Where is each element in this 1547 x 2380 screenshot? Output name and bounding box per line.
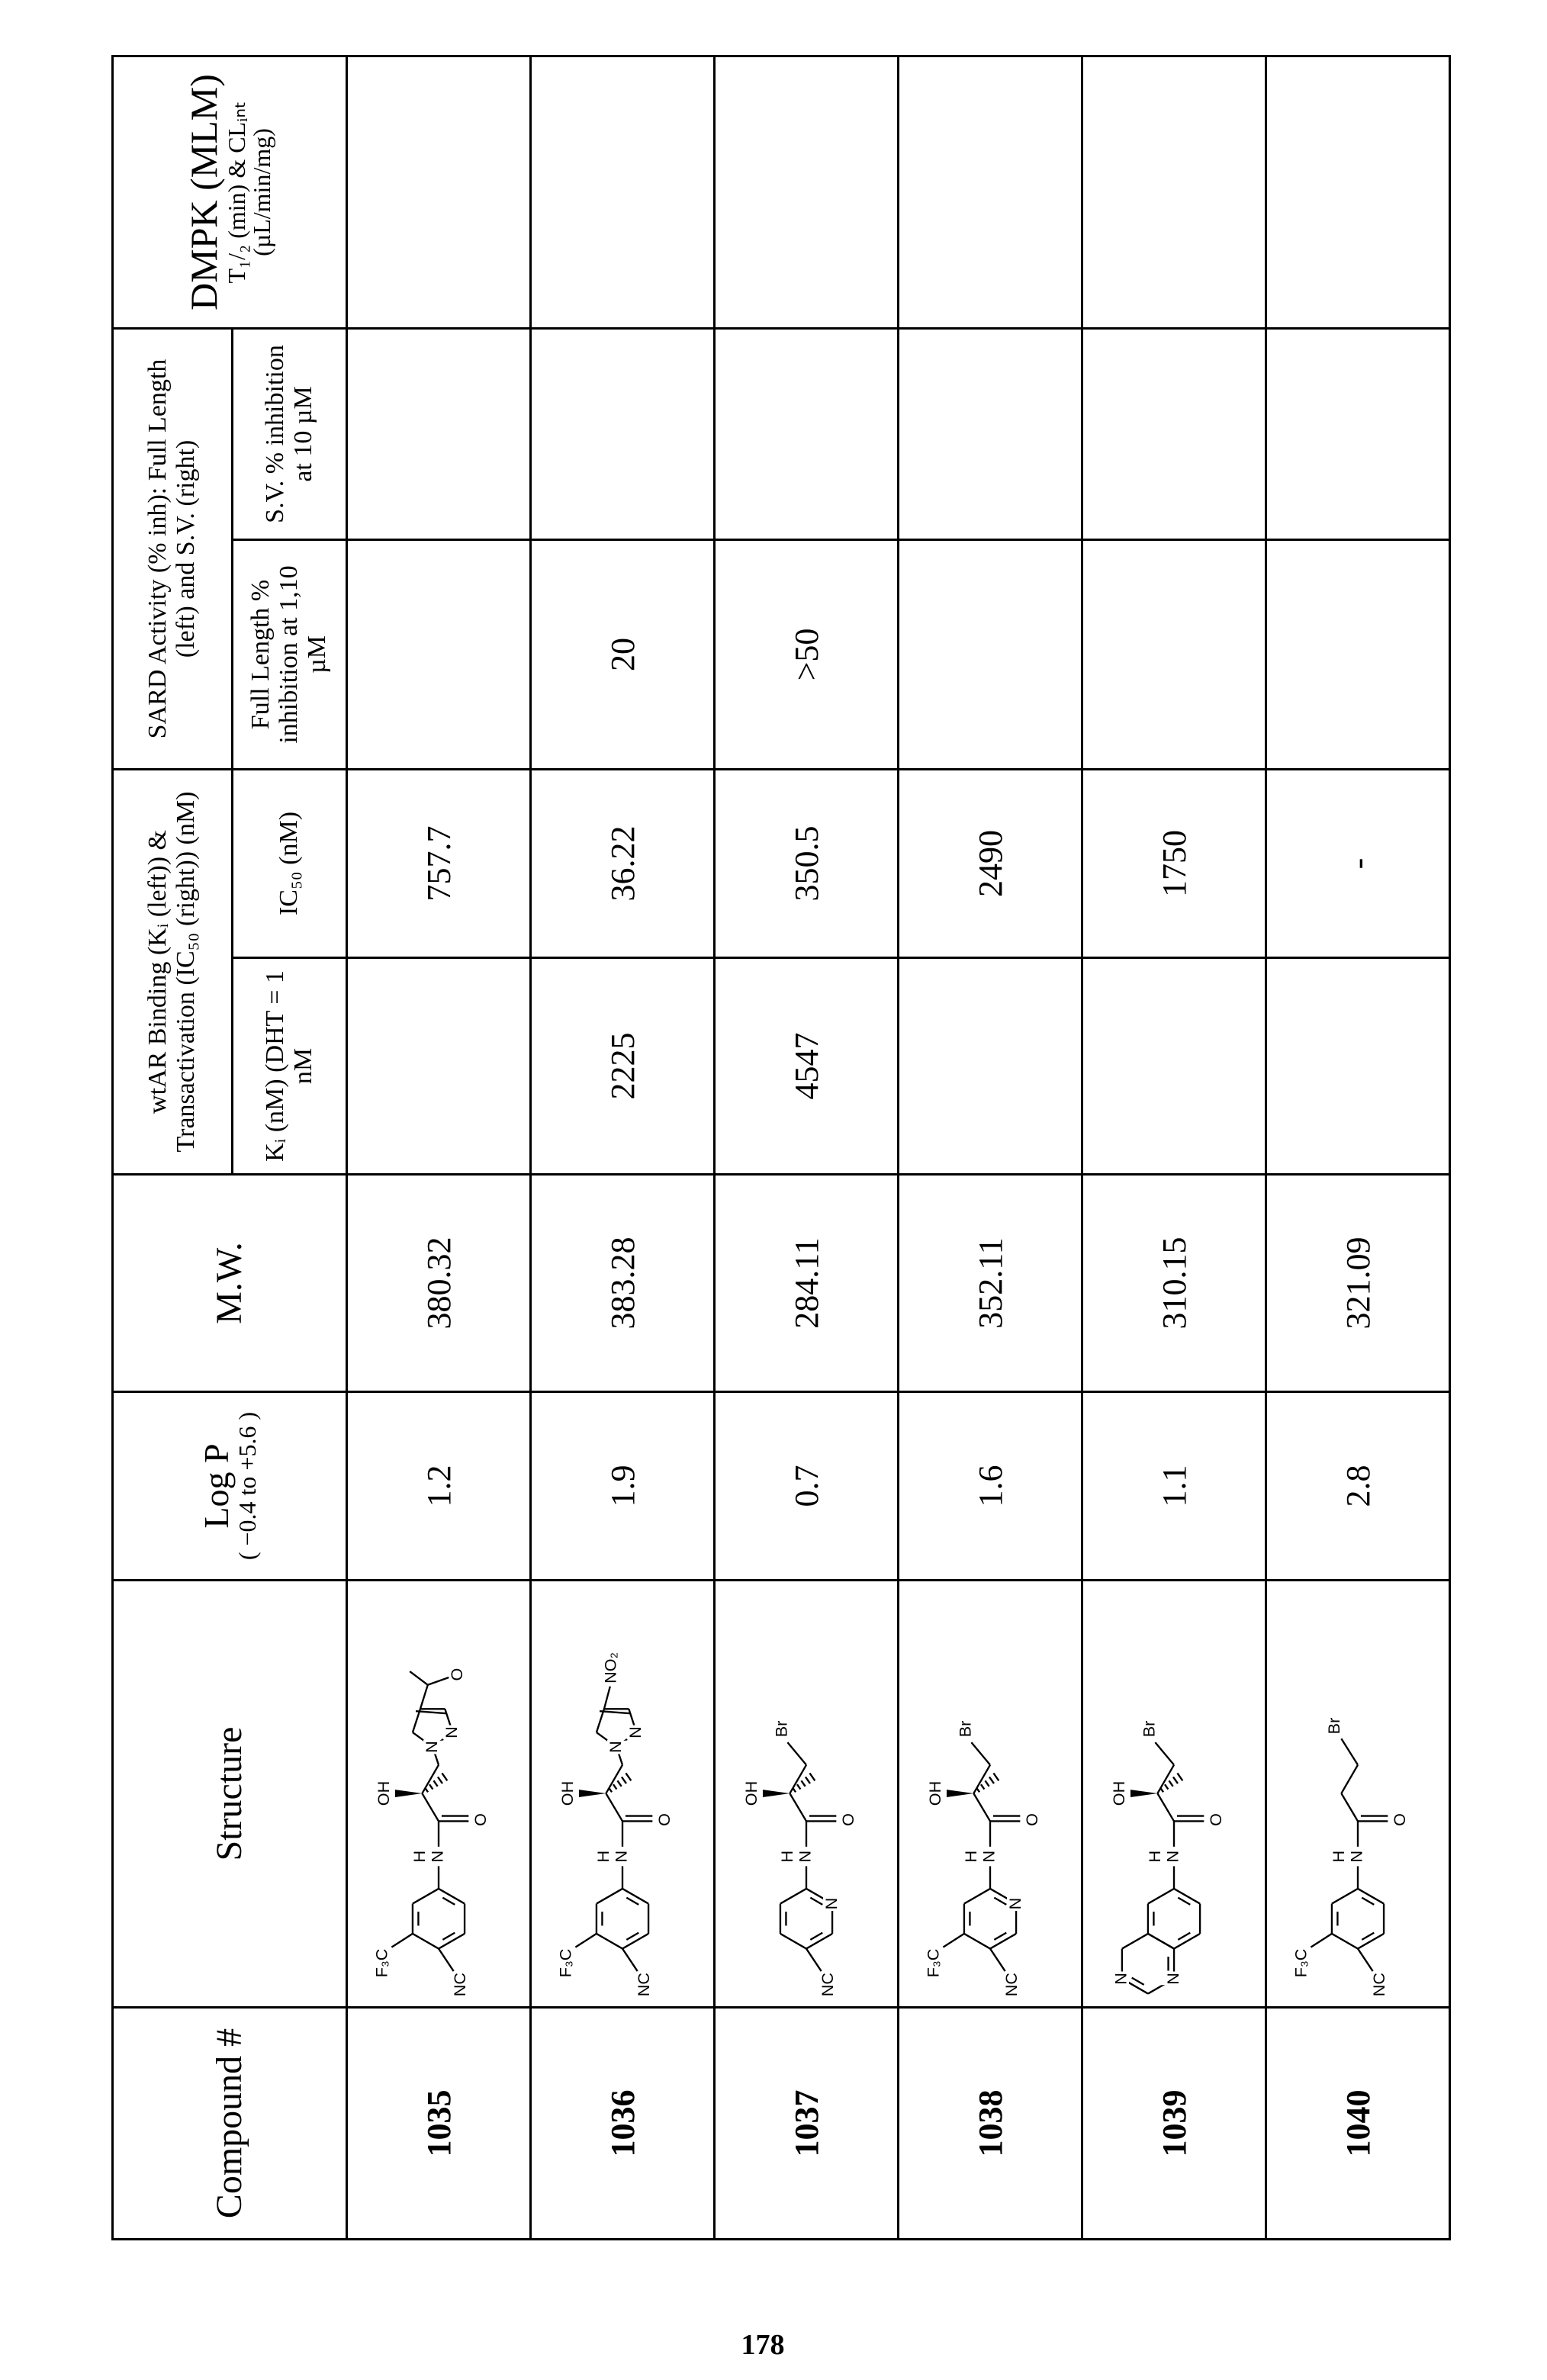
ic50-value: 2490 — [899, 770, 1082, 958]
ring-bond — [1332, 1934, 1358, 1949]
bond — [973, 1765, 990, 1793]
chemical-structure-drawing — [1268, 1584, 1448, 2006]
ki-value — [899, 958, 1082, 1175]
hashed-methyl-bond — [993, 1773, 999, 1780]
table-row — [531, 56, 715, 2239]
full-length-value — [1266, 540, 1450, 770]
substituent-bond — [1311, 1934, 1332, 1947]
logp-title: Log P — [198, 1397, 235, 1574]
substituent-bond — [990, 1949, 1005, 1972]
ring-double-bond — [1362, 1898, 1374, 1905]
header-compound: Compound # — [113, 2008, 347, 2240]
ring-bond — [1174, 1934, 1200, 1949]
substituent-label: NC — [1369, 1973, 1388, 1996]
substituent-label: F₃C — [1291, 1949, 1310, 1978]
amide-hydrogen: H — [777, 1851, 796, 1863]
sv-value — [1266, 328, 1450, 539]
ring-bond — [597, 1934, 622, 1949]
substituent-bond — [622, 1949, 638, 1972]
pyrazole-nitrogen: N — [422, 1741, 441, 1753]
bond — [604, 1687, 610, 1709]
dmpk-value — [899, 56, 1082, 328]
full-length-value — [1082, 540, 1266, 770]
bromine-label: Br — [771, 1721, 790, 1738]
hydroxyl-label: OH — [925, 1781, 944, 1806]
header-mw: M.W. — [113, 1175, 347, 1392]
hashed-methyl-bond — [622, 1777, 626, 1783]
ic50-value: 36.22 — [531, 770, 715, 958]
hashed-methyl-bond — [801, 1780, 805, 1786]
hashed-methyl-bond — [442, 1773, 447, 1780]
bromine-label: Br — [1139, 1721, 1158, 1738]
amide-nitrogen: N — [1163, 1851, 1182, 1863]
ring-bond — [1358, 1934, 1384, 1949]
carbonyl-oxygen: O — [654, 1813, 674, 1826]
nitro-label: NO₂ — [601, 1652, 620, 1684]
ki-value: 4547 — [715, 958, 899, 1175]
bond — [973, 1793, 990, 1821]
carbonyl-oxygen: O — [471, 1813, 490, 1826]
wedge-bond — [947, 1790, 973, 1797]
hashed-methyl-bond — [438, 1777, 442, 1783]
amide-hydrogen: H — [593, 1851, 613, 1863]
bond — [1341, 1738, 1358, 1764]
structure-cell — [347, 1581, 531, 2008]
pyrazole-nitrogen: N — [606, 1741, 625, 1753]
bond — [787, 1742, 806, 1765]
substituent-bond — [943, 1934, 964, 1947]
substituent-label: F₃C — [371, 1949, 391, 1978]
carbonyl-oxygen: O — [1206, 1813, 1225, 1826]
hashed-methyl-bond — [806, 1777, 810, 1783]
ring-bond — [597, 1709, 604, 1732]
table-row — [715, 56, 899, 2239]
ring-bond — [780, 1934, 806, 1949]
substituent-bond — [391, 1934, 413, 1947]
dmpk-subtitle: T₁/₂ (min) & CLᵢₙₜ (µL/min/mg) — [224, 62, 275, 323]
mw-value: 321.09 — [1266, 1175, 1450, 1392]
ring-double-bond — [442, 1933, 455, 1940]
compound-id: 1035 — [347, 2008, 531, 2240]
ring-double-bond — [1178, 1933, 1190, 1940]
hydroxyl-label: OH — [558, 1781, 577, 1806]
ki-value — [1266, 958, 1450, 1175]
bromine-label: Br — [1324, 1718, 1343, 1735]
full-length-value — [899, 540, 1082, 770]
bromine-label: Br — [955, 1721, 974, 1738]
compound-data-table — [111, 55, 1451, 2240]
sv-value — [715, 328, 899, 539]
substituent-bond — [439, 1949, 454, 1972]
ring-bond — [964, 1934, 990, 1949]
hydroxyl-label: OH — [374, 1781, 393, 1806]
ki-value: 2225 — [531, 958, 715, 1175]
amide-hydrogen: H — [410, 1851, 429, 1863]
logp-range: ( −0.4 to +5.6 ) — [235, 1397, 261, 1574]
ring-bond — [597, 1889, 622, 1904]
dmpk-value — [531, 56, 715, 328]
dmpk-value — [1266, 56, 1450, 328]
amide-hydrogen: H — [961, 1851, 980, 1863]
pyrazole-nitrogen: N — [626, 1726, 645, 1738]
wedge-bond — [763, 1790, 790, 1797]
ic50-value: 1750 — [1082, 770, 1266, 958]
bond — [790, 1793, 806, 1821]
logp-value: 1.9 — [531, 1392, 715, 1581]
header-structure: Structure — [113, 1581, 347, 2008]
header-sv: S.V. % inhibition at 10 µM — [233, 328, 347, 539]
hashed-methyl-bond — [626, 1773, 631, 1780]
dmpk-title: DMPK (MLM) — [184, 62, 224, 323]
structure-cell — [531, 1581, 715, 2008]
bond — [422, 1793, 439, 1821]
header-dmpk — [113, 56, 347, 328]
chemical-structure-drawing — [900, 1584, 1080, 2006]
ring-bond — [439, 1934, 465, 1949]
ring-nitrogen: N — [1163, 1973, 1182, 1985]
logp-value: 1.6 — [899, 1392, 1082, 1581]
mw-value: 380.32 — [347, 1175, 531, 1392]
logp-value: 2.8 — [1266, 1392, 1450, 1581]
pyrazole-nitrogen: N — [442, 1726, 461, 1738]
ring-nitrogen: N — [822, 1898, 841, 1910]
wedge-bond — [395, 1790, 422, 1797]
bond — [1341, 1793, 1358, 1821]
hashed-methyl-bond — [1165, 1784, 1168, 1789]
ring-bond — [990, 1934, 1016, 1949]
ring-double-bond — [1132, 1978, 1144, 1985]
compound-id: 1036 — [531, 2008, 715, 2240]
chemical-structure-drawing — [716, 1584, 896, 2006]
hashed-methyl-bond — [809, 1773, 815, 1780]
mw-value: 310.15 — [1082, 1175, 1266, 1392]
logp-value: 1.2 — [347, 1392, 531, 1581]
carbonyl-oxygen: O — [1390, 1813, 1409, 1826]
table-row — [899, 56, 1082, 2239]
hydroxyl-label: OH — [1109, 1781, 1128, 1806]
substituent-label: NC — [818, 1973, 837, 1996]
substituent-bond — [575, 1934, 597, 1947]
ring-double-bond — [442, 1898, 455, 1905]
ring-bond — [1148, 1889, 1174, 1904]
substituent-label: F₃C — [923, 1949, 942, 1978]
rotated-table-page — [111, 57, 1448, 2240]
wedge-bond — [1130, 1790, 1157, 1797]
compound-id: 1038 — [899, 2008, 1082, 2240]
full-length-value: >50 — [715, 540, 899, 770]
ki-value — [347, 958, 531, 1175]
bond — [1341, 1765, 1358, 1793]
ring-bond — [964, 1889, 990, 1904]
chemical-structure-drawing — [349, 1584, 529, 2006]
chemical-structure-drawing — [532, 1584, 712, 2006]
ring-bond — [1332, 1889, 1358, 1904]
substituent-label: F₃C — [555, 1949, 574, 1978]
sv-value — [347, 328, 531, 539]
ring-double-bond — [994, 1933, 1006, 1940]
ring-double-bond — [626, 1933, 638, 1940]
header-wtar-group: wtAR Binding (Kᵢ (left)) & Transactivation (IC₅₀ (right)) (nM) — [113, 770, 233, 1175]
bond — [606, 1765, 622, 1793]
hashed-methyl-bond — [981, 1784, 984, 1789]
header-sard-group: SARD Activity (% inh): Full Length (left) and S.V. (right) — [113, 328, 233, 769]
substituent-label: NC — [634, 1973, 653, 1996]
ring-double-bond — [1178, 1898, 1190, 1905]
amide-nitrogen: N — [796, 1851, 815, 1863]
ring-double-bond — [1362, 1933, 1374, 1940]
amide-nitrogen: N — [428, 1851, 447, 1863]
acetyl-oxygen: O — [447, 1668, 466, 1681]
ic50-value: 757.7 — [347, 770, 531, 958]
ring-bond — [1174, 1889, 1200, 1904]
bond — [410, 1671, 428, 1685]
structure-cell — [899, 1581, 1082, 2008]
ring-bond — [780, 1889, 806, 1904]
table-row — [347, 56, 531, 2239]
structure-cell — [1266, 1581, 1450, 2008]
ic50-value: 350.5 — [715, 770, 899, 958]
ic50-value: - — [1266, 770, 1450, 958]
page-number: 178 — [0, 2328, 1526, 2362]
bond — [1157, 1793, 1174, 1821]
ring-bond — [413, 1934, 439, 1949]
carbonyl-oxygen: O — [1022, 1813, 1041, 1826]
amide-hydrogen: H — [1329, 1851, 1348, 1863]
amide-hydrogen: H — [1145, 1851, 1164, 1863]
ring-bond — [439, 1889, 465, 1904]
ring-bond — [1148, 1934, 1174, 1949]
mw-value: 383.28 — [531, 1175, 715, 1392]
chemical-structure-drawing — [1084, 1584, 1264, 2006]
substituent-label: NC — [1002, 1973, 1021, 1996]
hashed-methyl-bond — [613, 1784, 616, 1789]
hashed-methyl-bond — [433, 1780, 437, 1786]
substituent-label: NC — [450, 1973, 469, 1996]
hashed-methyl-bond — [1169, 1780, 1172, 1786]
ring-bond — [622, 1934, 648, 1949]
structure-cell — [715, 1581, 899, 2008]
ring-nitrogen: N — [1111, 1973, 1130, 1985]
ring-double-bond — [810, 1933, 822, 1940]
ring-nitrogen: N — [1005, 1898, 1024, 1910]
sv-value — [1082, 328, 1266, 539]
sv-value — [899, 328, 1082, 539]
carbonyl-bond — [428, 1677, 449, 1685]
hashed-methyl-bond — [1177, 1773, 1182, 1780]
logp-value: 0.7 — [715, 1392, 899, 1581]
bond — [971, 1742, 990, 1765]
ring-bond — [413, 1889, 439, 1904]
amide-nitrogen: N — [979, 1851, 999, 1863]
compound-id: 1039 — [1082, 2008, 1266, 2240]
dmpk-value — [715, 56, 899, 328]
amide-nitrogen: N — [1347, 1851, 1366, 1863]
wedge-bond — [579, 1790, 606, 1797]
hashed-methyl-bond — [429, 1784, 433, 1789]
ring-double-bond — [600, 1711, 630, 1713]
ring-bond — [413, 1709, 420, 1732]
ki-value — [1082, 958, 1266, 1175]
substituent-bond — [1358, 1949, 1373, 1972]
mw-value: 284.11 — [715, 1175, 899, 1392]
bond — [790, 1765, 806, 1793]
full-length-value: 20 — [531, 540, 715, 770]
bond — [420, 1685, 428, 1709]
table-row — [1082, 56, 1266, 2239]
full-length-value — [347, 540, 531, 770]
hashed-methyl-bond — [617, 1780, 621, 1786]
hashed-methyl-bond — [1173, 1777, 1178, 1783]
ring-bond — [1358, 1889, 1384, 1904]
ring-double-bond — [416, 1711, 446, 1713]
bond — [1155, 1742, 1174, 1765]
header-full-length: Full Length % inhibition at 1,10 µM — [233, 540, 347, 770]
header-ki: Kᵢ (nM) (DHT = 1 nM — [233, 958, 347, 1175]
dmpk-value — [1082, 56, 1266, 328]
ring-bond — [1122, 1934, 1148, 1949]
carbonyl-oxygen: O — [838, 1813, 857, 1826]
header-ic50: IC₅₀ (nM) — [233, 770, 347, 958]
mw-value: 352.11 — [899, 1175, 1082, 1392]
amide-nitrogen: N — [612, 1851, 631, 1863]
hashed-methyl-bond — [985, 1780, 989, 1786]
hydroxyl-label: OH — [741, 1781, 761, 1806]
dmpk-value — [347, 56, 531, 328]
ring-bond — [622, 1889, 648, 1904]
header-logp — [113, 1392, 347, 1581]
logp-value: 1.1 — [1082, 1392, 1266, 1581]
table-row — [1266, 56, 1450, 2239]
bond — [1157, 1765, 1174, 1793]
sv-value — [531, 328, 715, 539]
ring-bond — [806, 1934, 832, 1949]
ring-double-bond — [626, 1898, 638, 1905]
substituent-bond — [806, 1949, 822, 1972]
bond — [606, 1793, 622, 1821]
bond — [422, 1765, 439, 1793]
compound-id: 1037 — [715, 2008, 899, 2240]
compound-id: 1040 — [1266, 2008, 1450, 2240]
hashed-methyl-bond — [989, 1777, 994, 1783]
hashed-methyl-bond — [797, 1784, 800, 1789]
structure-cell — [1082, 1581, 1266, 2008]
